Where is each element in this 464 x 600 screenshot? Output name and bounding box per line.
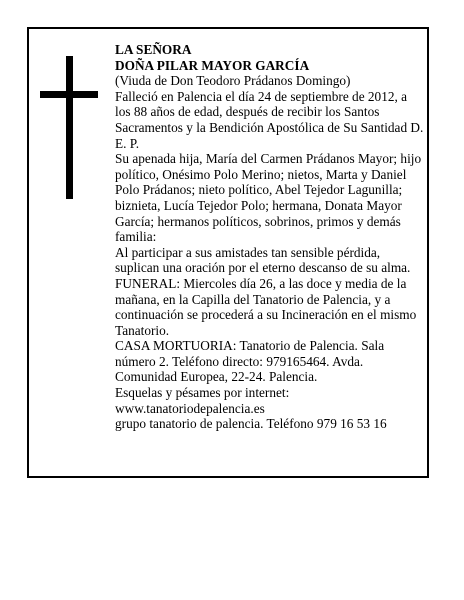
cross-vertical-bar: [66, 56, 73, 199]
cross-icon: [40, 56, 98, 199]
notice-text: [115, 42, 425, 432]
cross-horizontal-bar: [40, 91, 98, 98]
deceased-name: DOÑA PILAR MAYOR GARCÍA: [115, 57, 310, 73]
obituary-notice: [27, 27, 429, 478]
mortuary-paragraph: CASA MORTUORIA: Tanatorio de Palencia. Sala número 2. Teléfono directo: 979165464. Avda. Comunidad Europea, 22-24. Palencia.: [115, 338, 385, 385]
widow-line: (Viuda de Don Teodoro Prádanos Domingo): [115, 73, 351, 89]
notice-heading: LA SEÑORA: [115, 42, 192, 57]
family-paragraph: Su apenada hija, María del Carmen Prádanos Mayor; hijo político, Onésimo Polo Merino; nietos, Marta y Daniel Polo Prádanos; nieto político, Abel Tejedor Lagunilla; biznieta, Lucía Tejedor Polo; hermana, Donata Mayor García; hermanos políticos, sobrinos, primos y demás familia:: [115, 151, 422, 245]
group-line: grupo tanatorio de palencia. Teléfono 979 16 53 16: [115, 416, 387, 432]
request-paragraph: Al participar a sus amistades tan sensible pérdida, suplican una oración por el eterno descanso de su alma.: [115, 244, 411, 276]
internet-line: Esquelas y pésames por internet:: [115, 385, 290, 401]
funeral-paragraph: FUNERAL: Miercoles día 26, a las doce y media de la mañana, en la Capilla del Tanatorio de Palencia, y a continuación se procederá a su Incineración en el mismo Tanatorio.: [115, 275, 417, 338]
website-link[interactable]: www.tanatoriodepalencia.es: [115, 400, 265, 416]
death-paragraph: Falleció en Palencia el día 24 de septiembre de 2012, a los 88 años de edad, después de recibir los Santos Sacramentos y la Bendición Apostólica de Su Santidad D. E. P.: [115, 88, 424, 151]
